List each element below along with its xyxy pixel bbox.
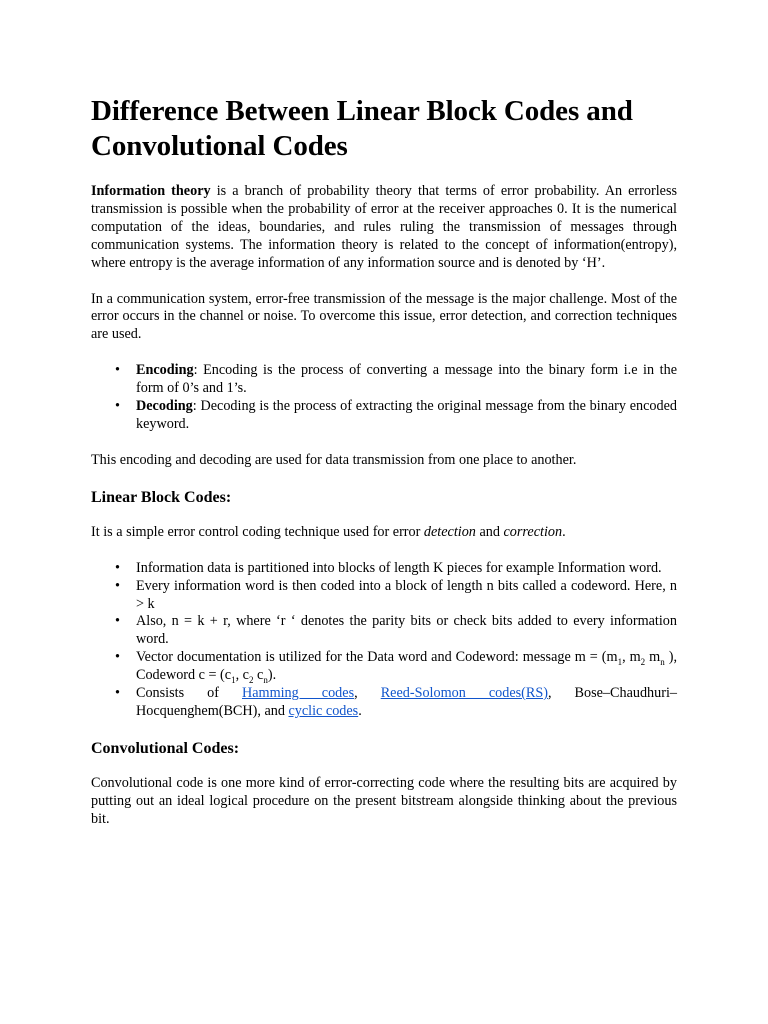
list-item-text: Also, n = k + r, where ‘r ‘ denotes the parity bits or check bits added to every information word. [136,613,677,648]
definition-text: : Decoding is the process of extracting the original message from the binary encoded keyword. [136,398,677,432]
text-span: ), Codeword c = (c [136,649,677,684]
subscript: n [263,674,268,685]
hamming-codes-link[interactable]: Hamming codes [242,685,355,702]
bullet: • [115,559,120,576]
definition-term: Encoding [136,362,194,379]
bullet: • [115,685,120,702]
list-item [115,649,677,685]
subscript: 1 [617,657,623,668]
subscript: n [660,657,665,668]
subscript: 2 [248,674,254,685]
text-span: , [354,685,381,702]
list-item [115,398,677,434]
intro-term: Information theory [91,183,211,199]
communication-paragraph: In a communication system, error-free transmission of the message is the major challenge. Most of the error occurs in the channel or noise. To overcome this issue, error detection, and correction techniques are used. [91,290,677,343]
text-span: . [358,702,362,719]
convolutional-paragraph: Convolutional code is one more kind of error-correcting code where the resulting bits are acquired by putting out an ideal logical procedure on the present bitstream alongside thinking about the previous bit. [91,774,677,827]
encoding-usage-paragraph: This encoding and decoding are used for data transmission from one place to another. [91,451,577,468]
intro-paragraph [91,183,677,273]
text-span: Consists of [136,685,242,702]
text-span: It is a simple error control coding technique used for error [91,523,424,540]
list-item [115,685,677,721]
list-item [115,559,677,578]
list-item-text: Information data is partitioned into blocks of length K pieces for example Information word. [136,559,662,576]
bullet: • [115,613,120,630]
text-span: , c [235,667,249,684]
text-span: , Bose–Chaudhuri–Hocquenghem(BCH), and [136,685,677,719]
text-span: m [645,649,661,666]
text-span: , m [622,649,641,666]
definition-text: : Encoding is the process of converting a message into the binary form i.e in the form of 0’s and 1’s. [136,362,677,397]
linear-block-codes-heading: Linear Block Codes: [91,488,232,506]
definition-list [91,362,677,434]
linear-block-list [91,560,677,721]
subscript: 1 [231,674,236,685]
linear-intro-paragraph [91,524,677,542]
definition-term: Decoding [136,398,193,415]
list-item-text: Every information word is then coded into a block of length n bits called a codeword. Here, n > k [136,577,677,612]
reed-solomon-link[interactable]: Reed-Solomon codes(RS) [380,685,548,702]
convolutional-codes-heading: Convolutional Codes: [91,739,240,757]
text-span: and [475,523,504,540]
list-item [115,577,677,614]
text-span: ). [267,667,277,684]
bullet: • [115,398,120,415]
subscript: 2 [640,657,646,668]
list-item [115,613,677,649]
text-span: Vector documentation is utilized for the Data word and Codeword: message m = (m [136,649,618,666]
emphasis-detection: detection [423,523,476,540]
cyclic-codes-link[interactable]: cyclic codes [288,702,359,719]
page-title: Difference Between Linear Block Codes and Convolutional Codes [91,95,633,162]
bullet: • [115,577,120,594]
text-span: c [253,667,264,684]
list-item [115,362,677,398]
text-span: . [562,523,566,540]
intro-text: is a branch of probability theory that terms of error probability. An errorless transmission is possible when the probability of error at the receiver approaches 0. It is the numerical computation of the ideas, boundaries, and rules ruling the transmission of messages through communication systems. The information theory is related to the concept of information(entropy), where entropy is the average information of any information source and is denoted by ‘H’. [91,183,677,271]
bullet: • [115,649,120,666]
emphasis-correction: correction [503,523,563,540]
bullet: • [115,362,120,379]
